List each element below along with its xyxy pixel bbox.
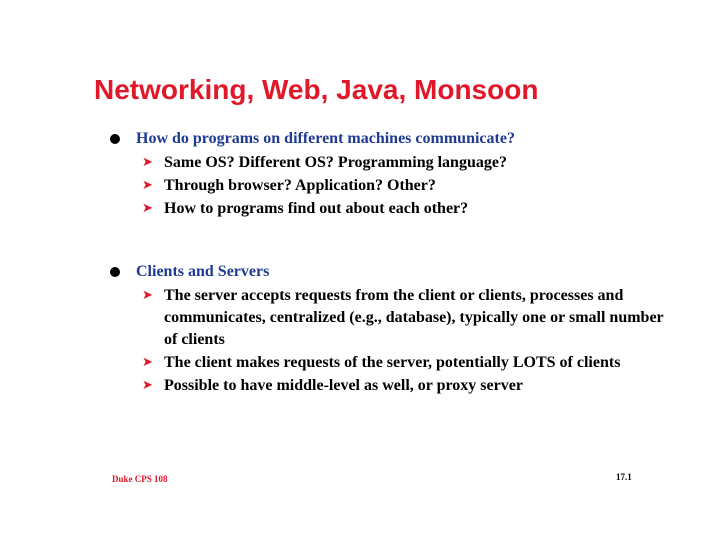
sub-bullet-text: The client makes requests of the server, potentially LOTS of clients: [164, 354, 621, 371]
bullet-heading: [108, 128, 668, 150]
footer-page-number: 17.1: [616, 472, 632, 482]
arrow-bullet-icon: ➤: [142, 378, 153, 393]
bullet-heading: [108, 261, 668, 283]
bullet-dot-icon: [110, 267, 120, 277]
bullet-section-communication: [108, 128, 668, 221]
arrow-bullet-icon: ➤: [142, 178, 153, 193]
bullet-heading-text: Clients and Servers: [136, 263, 270, 280]
sub-bullet-text: Possible to have middle-level as well, or proxy server: [164, 377, 523, 394]
arrow-bullet-icon: ➤: [142, 155, 153, 170]
slide-title: Networking, Web, Java, Monsoon: [94, 74, 539, 105]
sub-bullet-list: [108, 152, 668, 220]
sub-bullet-text: Through browser? Application? Other?: [164, 177, 436, 194]
sub-bullet-text: The server accepts requests from the client or clients, processes and communicates, centralized (e.g., database), typically one or small number of clients: [164, 287, 664, 348]
sub-bullet-text: How to programs find out about each other?: [164, 200, 469, 217]
bullet-section-clients-servers: [108, 261, 668, 398]
bullet-heading-text: How do programs on different machines communicate?: [136, 130, 515, 147]
sub-bullet-item: [108, 152, 668, 174]
arrow-bullet-icon: ➤: [142, 288, 153, 303]
sub-bullet-item: [108, 375, 668, 397]
bullet-dot-icon: [110, 134, 120, 144]
arrow-bullet-icon: ➤: [142, 355, 153, 370]
sub-bullet-list: [108, 285, 668, 397]
arrow-bullet-icon: ➤: [142, 201, 153, 216]
sub-bullet-item: [108, 198, 668, 220]
sub-bullet-item: [108, 175, 668, 197]
footer-course-label: Duke CPS 108: [112, 474, 168, 484]
sub-bullet-item: [108, 285, 668, 351]
sub-bullet-item: [108, 352, 668, 374]
sub-bullet-text: Same OS? Different OS? Programming language?: [164, 154, 507, 171]
